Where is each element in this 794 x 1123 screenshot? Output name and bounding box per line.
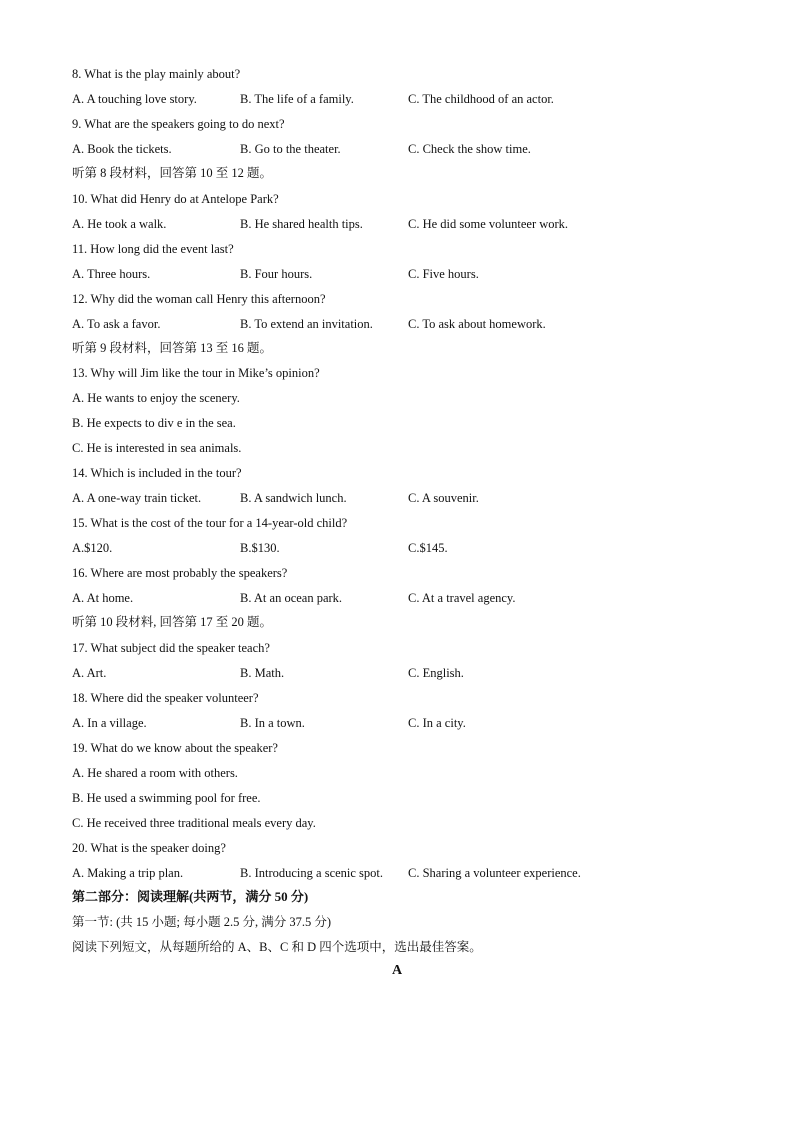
option-b: B. He expects to div e in the sea. <box>72 416 236 430</box>
question-stem: 18. Where did the speaker volunteer? <box>72 691 259 705</box>
reading-directions: 阅读下列短文，从每题所给的 A、B、C 和 D 四个选项中，选出最佳答案。 <box>72 940 482 954</box>
question-stem: 10. What did Henry do at Antelope Park? <box>72 192 279 206</box>
option-c: C. A souvenir. <box>408 491 479 505</box>
option-c: C. To ask about homework. <box>408 317 546 331</box>
option-b: B. He shared health tips. <box>240 217 363 231</box>
option-b: B. The life of a family. <box>240 92 354 106</box>
option-b: B. To extend an invitation. <box>240 317 373 331</box>
option-c: C. The childhood of an actor. <box>408 92 554 106</box>
option-a: A. Book the tickets. <box>72 142 172 156</box>
question-stem: 13. Why will Jim like the tour in Mike’s opinion? <box>72 366 320 380</box>
option-c: C. He is interested in sea animals. <box>72 441 242 455</box>
option-c: C. Sharing a volunteer experience. <box>408 866 581 880</box>
part2-heading: 第二部分：阅读理解(共两节，满分 50 分) <box>72 889 309 904</box>
question-stem: 16. Where are most probably the speakers? <box>72 566 288 580</box>
option-c: C.$145. <box>408 541 448 555</box>
question-stem: 8. What is the play mainly about? <box>72 67 241 81</box>
option-a: A. At home. <box>72 591 134 605</box>
option-a: A. To ask a favor. <box>72 317 161 331</box>
option-b: B. He used a swimming pool for free. <box>72 791 261 805</box>
option-b: B. Math. <box>240 666 285 680</box>
option-a: A. Making a trip plan. <box>72 866 184 880</box>
option-b: B. At an ocean park. <box>240 591 343 605</box>
option-c: C. Five hours. <box>408 267 479 281</box>
option-b: B. A sandwich lunch. <box>240 491 347 505</box>
question-stem: 11. How long did the event last? <box>72 242 234 256</box>
option-c: C. Check the show time. <box>408 142 531 156</box>
option-b: B. Introducing a scenic spot. <box>240 866 384 880</box>
option-a: A. He shared a room with others. <box>72 766 238 780</box>
option-a: A. He wants to enjoy the scenery. <box>72 391 240 405</box>
option-c: C. English. <box>408 666 464 680</box>
question-stem: 15. What is the cost of the tour for a 14-year-old child? <box>72 516 348 530</box>
section1-heading: 第一节: (共 15 小题; 每小题 2.5 分, 满分 37.5 分) <box>72 915 332 929</box>
option-c: C. He did some volunteer work. <box>408 217 569 231</box>
material-8-instruction: 听第 8 段材料，回答第 10 至 12 题。 <box>72 166 273 180</box>
question-stem: 20. What is the speaker doing? <box>72 841 226 855</box>
option-b: B. Four hours. <box>240 267 313 281</box>
option-b: B.$130. <box>240 541 280 555</box>
question-stem: 19. What do we know about the speaker? <box>72 741 278 755</box>
option-b: B. Go to the theater. <box>240 142 341 156</box>
option-a: A. In a village. <box>72 716 147 730</box>
option-a: A.$120. <box>72 541 113 555</box>
option-a: A. Art. <box>72 666 107 680</box>
question-stem: 12. Why did the woman call Henry this afternoon? <box>72 292 326 306</box>
material-9-instruction: 听第 9 段材料，回答第 13 至 16 题。 <box>72 341 273 355</box>
option-c: C. In a city. <box>408 716 466 730</box>
option-a: A. A touching love story. <box>72 92 197 106</box>
material-10-instruction: 听第 10 段材料, 回答第 17 至 20 题。 <box>72 615 273 629</box>
option-a: A. Three hours. <box>72 267 151 281</box>
passage-label: A <box>391 963 403 978</box>
option-b: B. In a town. <box>240 716 305 730</box>
option-c: C. He received three traditional meals every day. <box>72 816 316 830</box>
option-a: A. A one-way train ticket. <box>72 491 202 505</box>
option-a: A. He took a walk. <box>72 217 167 231</box>
question-stem: 14. Which is included in the tour? <box>72 466 242 480</box>
question-stem: 17. What subject did the speaker teach? <box>72 641 270 655</box>
option-c: C. At a travel agency. <box>408 591 516 605</box>
question-stem: 9. What are the speakers going to do next? <box>72 117 285 131</box>
